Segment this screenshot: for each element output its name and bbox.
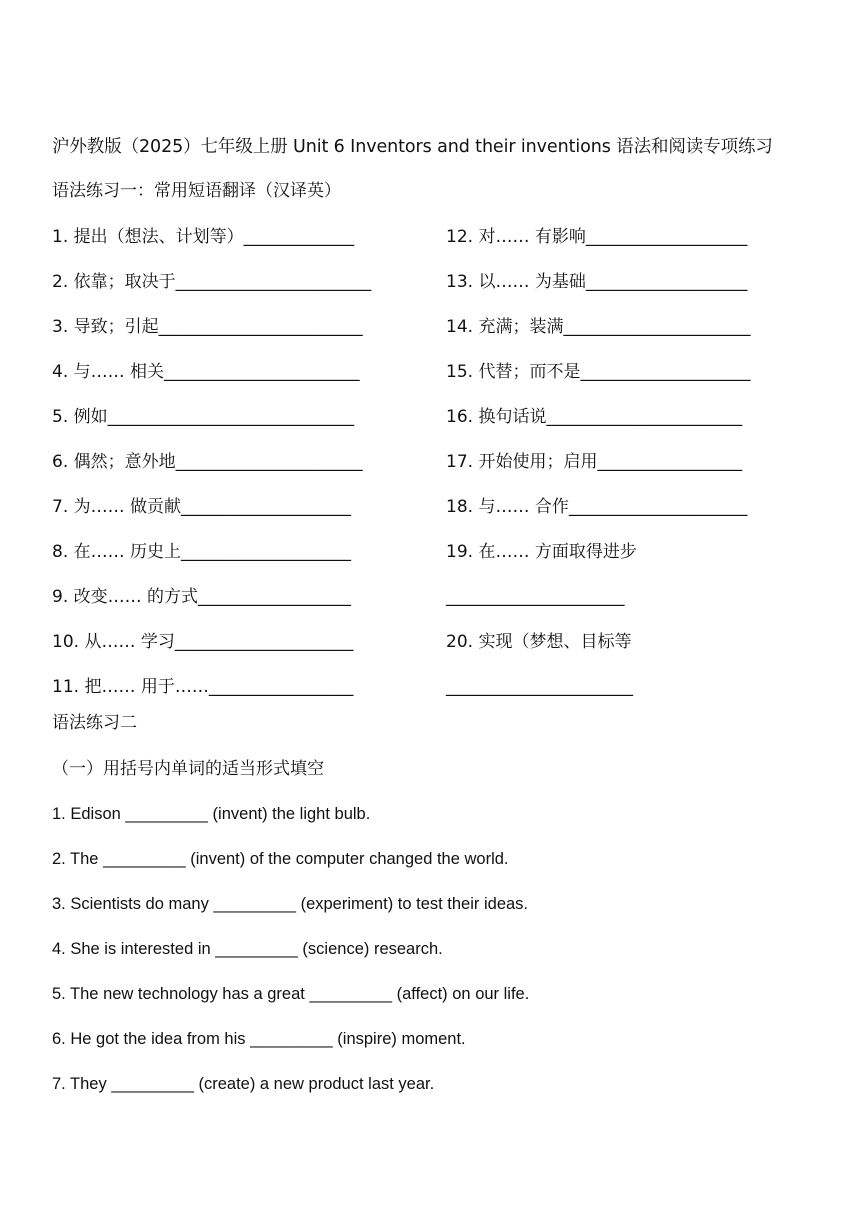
phrase-item: 11. 把…… 用于……_________________ [52,677,354,697]
worksheet-title: 沪外教版（2025）七年级上册 Unit 6 Inventors and their inventions 语法和阅读专项练习 [52,137,773,157]
section2-heading: 语法练习二 [52,713,137,733]
phrase-item: 10. 从…… 学习_____________________ [52,632,354,652]
phrase-item: 9. 改变…… 的方式__________________ [52,587,352,607]
section1-heading: 语法练习一：常用短语翻译（汉译英） [52,181,341,201]
fill-in-item: 7. They _________ (create) a new product last year. [52,1075,435,1093]
fill-in-item: 1. Edison _________ (invent) the light bulb. [52,805,371,823]
phrase-item: 20. 实现（梦想、目标等 [446,632,632,652]
phrase-item: 5. 例如_____________________________ [52,407,355,427]
fill-in-item: 3. Scientists do many _________ (experiment) to test their ideas. [52,895,529,913]
phrase-item: 15. 代替；而不是____________________ [446,362,751,382]
phrase-item: 13. 以…… 为基础___________________ [446,272,748,292]
phrase-item: 16. 换句话说_______________________ [446,407,742,427]
phrase-item: 4. 与…… 相关_______________________ [52,362,360,382]
phrase-item: 2. 依靠；取决于_______________________ [52,272,372,292]
fill-in-item: 5. The new technology has a great _________ (affect) on our life. [52,985,530,1003]
phrase-item: 12. 对…… 有影响___________________ [446,227,748,247]
phrase-item: 19. 在…… 方面取得进步 [446,542,637,562]
fill-in-item: 2. The _________ (invent) of the computer changed the world. [52,850,509,868]
answer-blank: _____________________ [446,587,625,607]
phrase-item: 3. 导致；引起________________________ [52,317,363,337]
phrase-item: 1. 提出（想法、计划等）_____________ [52,227,355,247]
phrase-item: 18. 与…… 合作_____________________ [446,497,748,517]
phrase-item: 17. 开始使用；启用_________________ [446,452,742,472]
fill-in-item: 4. She is interested in _________ (science) research. [52,940,443,958]
answer-blank: ______________________ [446,677,633,697]
phrase-item: 7. 为…… 做贡献____________________ [52,497,352,517]
phrase-item: 6. 偶然；意外地______________________ [52,452,363,472]
phrase-item: 14. 充满；装满______________________ [446,317,751,337]
phrase-item: 8. 在…… 历史上____________________ [52,542,352,562]
section2-subheading: （一）用括号内单词的适当形式填空 [52,759,324,779]
fill-in-item: 6. He got the idea from his _________ (inspire) moment. [52,1030,466,1048]
